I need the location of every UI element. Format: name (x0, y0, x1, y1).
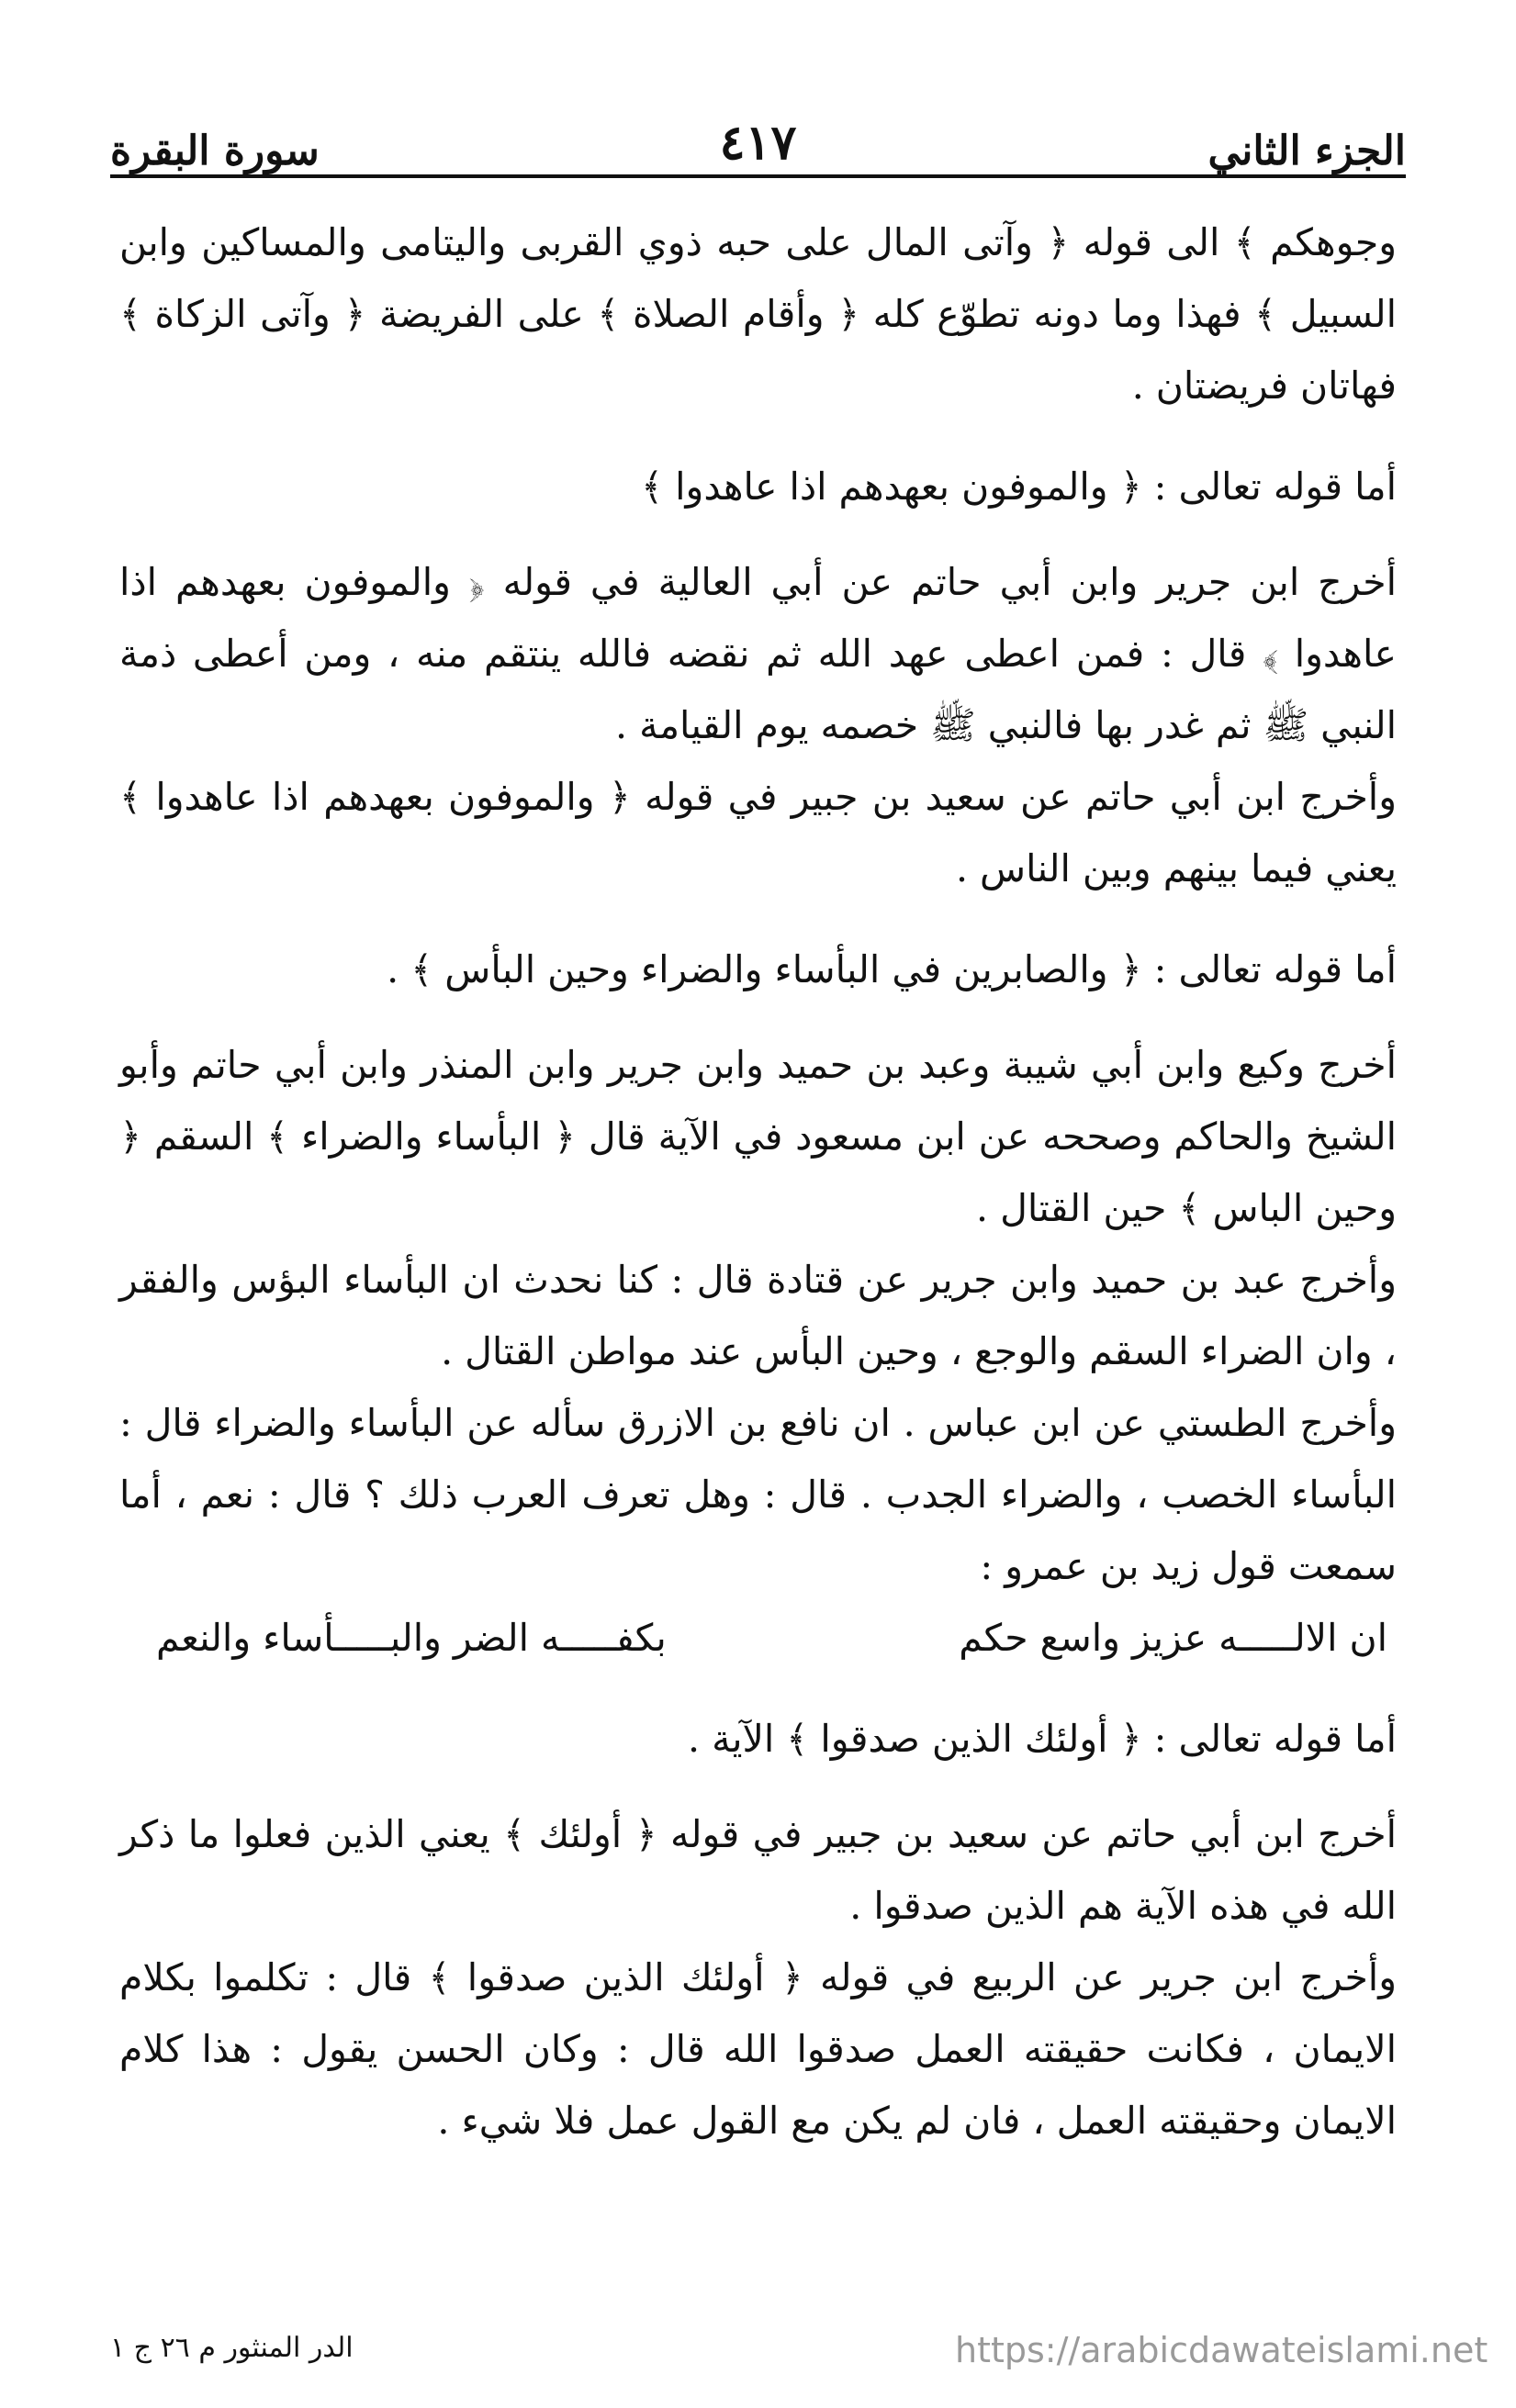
paragraph: أخرج ابن جرير وابن أبي حاتم عن أبي العالية في قوله ﴿ والموفون بعهدهم اذا عاهدوا ﴾ قال : فمن اعطى عهد الله ثم نقضه فالله ينتقم منه ، ومن أعطى ذمة النبي ﷺ ثم غدر بها فالنبي ﷺ خصمه يوم القيامة . (119, 560, 1397, 747)
watermark-url: https://arabicdawateislami.net (955, 2330, 1488, 2370)
page-number: ٤١٧ (719, 115, 797, 171)
page-body (119, 207, 1397, 2156)
paragraphs-after-verse (119, 1703, 1397, 2156)
paragraph: أخرج وكيع وابن أبي شيبة وعبد بن حميد وابن جرير وابن المنذر وابن أبي حاتم وأبو الشيخ والحاكم وصححه عن ابن مسعود في الآية قال ﴿ البأساء والضراء ﴾ السقم ﴿ وحين الباس ﴾ حين القتال . (119, 1043, 1397, 1230)
section-heading: أما قوله تعالى : ﴿ والصابرين في البأساء والضراء وحين البأس ﴾ . (387, 947, 1397, 991)
header-rule (110, 174, 1406, 178)
juz-label: الجزء الثاني (1207, 128, 1406, 174)
verse-first-hemistich: ان الالـــــه عزيز واسع حكم (959, 1616, 1387, 1660)
section-heading: أما قوله تعالى : ﴿ والموفون بعهدهم اذا عاهدوا ﴾ (641, 465, 1397, 509)
page-header (110, 73, 1406, 174)
paragraph: وأخرج ابن جرير عن الربيع في قوله ﴿ أولئك الذين صدقوا ﴾ قال : تكلموا بكلام الايمان ، فكانت حقيقته العمل صدقوا الله قال : وكان الحسن يقول : هذا كلام الايمان وحقيقته العمل ، فان لم يكن مع القول عمل فلا شيء . (119, 1955, 1397, 2143)
verse-second-hemistich: بكفـــــه الضر والبـــــأساء والنعم (156, 1616, 667, 1660)
footer-signature: الدر المنثور م ٢٦ ج ١ (110, 2332, 354, 2364)
surah-label: سورة البقرة (110, 128, 320, 174)
section-heading: أما قوله تعالى : ﴿ أولئك الذين صدقوا ﴾ الآية . (688, 1717, 1397, 1761)
poetry-verse (119, 1602, 1397, 1674)
paragraph: أخرج ابن أبي حاتم عن سعيد بن جبير في قوله ﴿ أولئك ﴾ يعني الذين فعلوا ما ذكر الله في هذه الآية هم الذين صدقوا . (119, 1812, 1397, 1928)
paragraph: وأخرج عبد بن حميد وابن جرير عن قتادة قال : كنا نحدث ان البأساء البؤس والفقر ، وان الضراء السقم والوجع ، وحين البأس عند مواطن القتال . (119, 1258, 1397, 1373)
paragraph: وأخرج ابن أبي حاتم عن سعيد بن جبير في قوله ﴿ والموفون بعهدهم اذا عاهدوا ﴾يعني فيما بينهم وبين الناس . (119, 775, 1397, 890)
paragraph: وأخرج الطستي عن ابن عباس . ان نافع بن الازرق سأله عن البأساء والضراء قال : البأساء الخصب ، والضراء الجدب . قال : وهل تعرف العرب ذلك ؟ قال : نعم ، أما سمعت قول زيد بن عمرو : (119, 1401, 1397, 1588)
paragraph: وجوهكم ﴾ الى قوله ﴿ وآتى المال على حبه ذوي القربى واليتامى والمساكين وابن السبيل ﴾ فهذا وما دونه تطوّع كله ﴿ وأقام الصلاة ﴾ على الفريضة ﴿ وآتى الزكاة ﴾ فهاتان فريضتان . (119, 220, 1397, 408)
paragraphs-before-verse (119, 207, 1397, 1602)
